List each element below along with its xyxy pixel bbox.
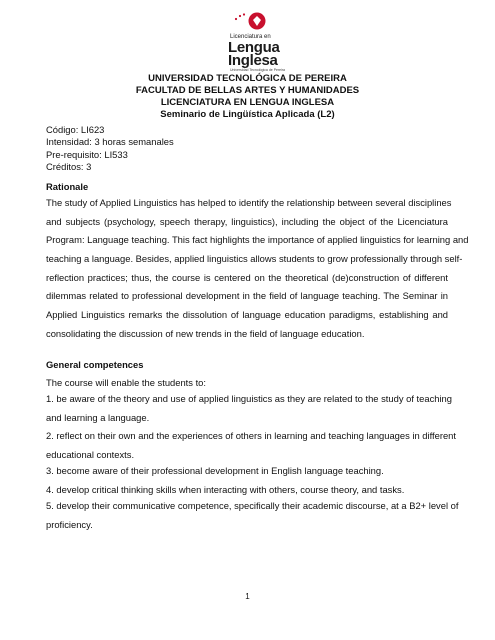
rationale-line: The study of Applied Linguistics has helped to identify the relationship between several disciplines [46,197,452,208]
university-name: UNIVERSIDAD TECNOLÓGICA DE PEREIRA [148,73,347,84]
competence-line: 5. develop their communicative competence, specifically their academic discourse, at a B2+ level of [46,500,459,511]
competence-line: proficiency. [46,518,93,530]
program-name: LICENCIATURA EN LENGUA INGLESA [160,97,335,108]
competence-item-4: 4. develop critical thinking skills when interacting with others, course theory, and tasks. [46,484,405,495]
competence-item-5 [46,497,459,534]
competences-intro: The course will enable the students to: [46,377,206,388]
course-intensity: Intensidad: 3 horas semanales [46,136,174,148]
rationale-line: and subjects (psychology, speech therapy, linguistics), including the object of the Licenciatura [46,215,448,227]
competence-line: 2. reflect on their own and the experiences of others in learning and teaching languages in different [46,430,456,441]
competence-item-1 [46,390,452,427]
rationale-line: Applied Linguistics remarks the dissolution of language education paradigms, establishing and [46,309,448,321]
competence-item-2 [46,427,456,464]
course-prerequisite: Pre-requisito: LI533 [46,148,128,160]
competence-line: 1. be aware of the theory and use of applied linguistics as they are related to the study of teaching [46,393,452,404]
rationale-line: dilemmas related to professional development in the field of language teaching. The Seminar in [46,290,448,302]
rationale-line: consolidating the discussion of new trends in the field of language education. [46,327,365,339]
logo-text-lengua: Lengua [228,39,280,56]
competence-item-3: 3. become aware of their professional development in English language teaching. [46,465,384,476]
program-logo [214,10,285,72]
logo-text-inglesa: Inglesa [228,52,278,69]
rationale-line: reflection practices; thus, the course is centered on the theoretical (de)construction of different [46,271,448,283]
faculty-name: FACULTAD DE BELLAS ARTES Y HUMANIDADES [135,85,360,96]
logo-text-university: Universidad Tecnológica de Pereira [230,68,285,72]
page-number: 1 [245,592,250,601]
rationale-heading: Rationale [46,181,89,192]
course-credits: Créditos: 3 [46,161,92,173]
course-code: Código: LI623 [46,124,105,135]
course-info [46,124,174,174]
university-emblem-icon [230,10,266,34]
document-header [0,73,495,121]
rationale-paragraph [46,194,469,344]
rationale-line: teaching a language. Besides, applied linguistics allows students to grow professionally through self- [46,253,463,265]
rationale-line: Program: Language teaching. This fact highlights the importance of applied linguistics for learning and [46,234,469,246]
competence-line: and learning a language. [46,411,150,423]
course-name: Seminario de Lingüística Aplicada (L2) [160,109,335,120]
competences-heading: General competences [46,359,144,370]
competence-line: educational contexts. [46,448,135,460]
logo-text-licenciatura: Licenciatura en [230,34,271,40]
